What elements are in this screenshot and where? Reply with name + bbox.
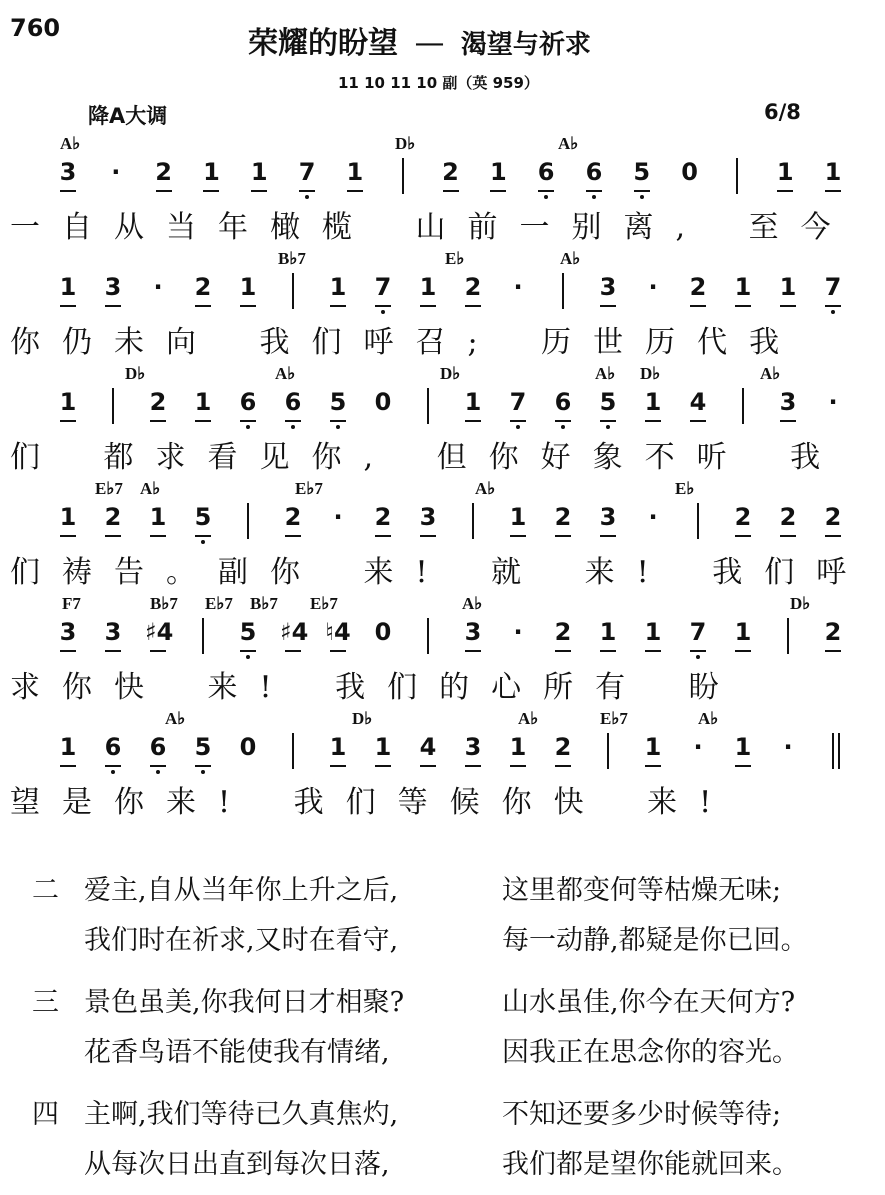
note-underline: [645, 420, 661, 422]
note-underline: [780, 420, 796, 422]
octave-dot: [246, 425, 250, 429]
note: 2: [374, 503, 392, 531]
augmentation-dot: ·: [513, 618, 523, 646]
note: 5: [239, 618, 257, 646]
note-underline: [465, 420, 481, 422]
note: 6: [537, 158, 555, 186]
chord-symbol: B♭7: [250, 594, 278, 613]
note-underline: [60, 765, 76, 767]
bar-line: [427, 388, 429, 424]
note: 3: [104, 273, 122, 301]
note-underline: [690, 650, 706, 652]
bar-line: [787, 618, 789, 654]
note-underline: [690, 420, 706, 422]
note: 5: [329, 388, 347, 416]
note-underline: [538, 190, 554, 192]
chord-symbol: E♭7: [95, 479, 123, 498]
note-underline: [735, 765, 751, 767]
note: 3: [599, 273, 617, 301]
note: 7: [689, 618, 707, 646]
note: 1: [644, 733, 662, 761]
note-underline: [195, 420, 211, 422]
chord-symbol: A♭: [558, 134, 579, 153]
chord-symbol: E♭: [445, 249, 465, 268]
note: 3: [599, 503, 617, 531]
chord-symbol: E♭7: [600, 709, 628, 728]
time-signature: 6/8: [764, 100, 801, 124]
note: 2: [779, 503, 797, 531]
note: 5: [633, 158, 651, 186]
note-line: [0, 618, 885, 658]
bar-line: [736, 158, 738, 194]
note-underline: [330, 305, 346, 307]
note-underline: [299, 190, 315, 192]
note: 2: [194, 273, 212, 301]
note: 2: [824, 503, 842, 531]
note: 1: [599, 618, 617, 646]
note-underline: [330, 650, 346, 652]
verse-number: 二: [32, 875, 59, 906]
chord-symbol: D♭: [125, 364, 146, 383]
augmentation-dot: ·: [693, 733, 703, 761]
note: 0: [374, 388, 392, 416]
note: 1: [329, 733, 347, 761]
note: 1: [644, 388, 662, 416]
chord-symbol: A♭: [165, 709, 186, 728]
note-underline: [375, 535, 391, 537]
bar-line: [742, 388, 744, 424]
chord-symbol: D♭: [790, 594, 811, 613]
score-row: [0, 475, 885, 590]
bar-line: [427, 618, 429, 654]
note-line: [0, 503, 885, 543]
note: 4: [689, 388, 707, 416]
note: 2: [554, 503, 572, 531]
note: 1: [509, 503, 527, 531]
note: 7: [374, 273, 392, 301]
chord-line: [0, 709, 885, 729]
octave-dot: [291, 425, 295, 429]
octave-dot: [831, 310, 835, 314]
note: 1: [250, 158, 268, 186]
octave-dot: [246, 655, 250, 659]
octave-dot: [516, 425, 520, 429]
note-underline: [420, 305, 436, 307]
note: 1: [239, 273, 257, 301]
chord-line: [0, 249, 885, 269]
octave-dot: [606, 425, 610, 429]
bar-line: [832, 733, 840, 769]
chord-line: [0, 594, 885, 614]
note-underline: [735, 535, 751, 537]
note-underline: [825, 190, 841, 192]
bar-line: [562, 273, 564, 309]
note-underline: [375, 305, 391, 307]
note: 0: [374, 618, 392, 646]
note: 6: [104, 733, 122, 761]
verse-line: 花香鸟语不能使我有情绪,: [84, 1037, 390, 1068]
bar-line: [292, 273, 294, 309]
octave-dot: [201, 540, 205, 544]
note-underline: [645, 650, 661, 652]
bar-line: [607, 733, 609, 769]
note-underline: [586, 190, 602, 192]
key-signature: 降A大调: [88, 104, 168, 128]
note-underline: [150, 420, 166, 422]
note-underline: [825, 305, 841, 307]
note-underline: [690, 305, 706, 307]
note: ♯4: [145, 618, 174, 646]
page-title: [248, 18, 591, 62]
lyric-line: 们祷告。副你 来! 就 来! 我们呼: [10, 555, 869, 590]
bar-line: [247, 503, 249, 539]
note: 3: [59, 618, 77, 646]
note-underline: [240, 650, 256, 652]
note: 2: [554, 733, 572, 761]
note: 1: [346, 158, 364, 186]
note: ♯4: [280, 618, 309, 646]
note: 1: [734, 733, 752, 761]
chord-symbol: A♭: [462, 594, 483, 613]
title-dash: —: [414, 26, 445, 61]
octave-dot: [696, 655, 700, 659]
note: 7: [824, 273, 842, 301]
augmentation-dot: ·: [153, 273, 163, 301]
verse-line: 每一动静,都疑是你已回。: [502, 925, 808, 956]
note-underline: [825, 535, 841, 537]
bar-line: [202, 618, 204, 654]
augmentation-dot: ·: [828, 388, 838, 416]
verse-number: 四: [32, 1099, 59, 1130]
note: 7: [509, 388, 527, 416]
note-underline: [105, 765, 121, 767]
note-underline: [150, 650, 166, 652]
note-underline: [825, 650, 841, 652]
verse-line: 因我正在思念你的容光。: [502, 1037, 799, 1068]
note-underline: [105, 535, 121, 537]
octave-dot: [336, 425, 340, 429]
chord-symbol: A♭: [760, 364, 781, 383]
score-row: [0, 705, 885, 820]
note-underline: [780, 305, 796, 307]
note: 1: [509, 733, 527, 761]
note-underline: [600, 305, 616, 307]
note-underline: [203, 190, 219, 192]
verse-line: 爱主,自从当年你上升之后,: [84, 875, 399, 906]
note: 1: [374, 733, 392, 761]
note: 0: [681, 158, 698, 186]
chord-symbol: E♭7: [205, 594, 233, 613]
note-underline: [555, 420, 571, 422]
note: 6: [554, 388, 572, 416]
note: 1: [59, 388, 77, 416]
note: 3: [464, 618, 482, 646]
note-line: [0, 388, 885, 428]
note: 1: [329, 273, 347, 301]
note-underline: [777, 190, 793, 192]
note-line: [0, 733, 885, 773]
note: 1: [59, 273, 77, 301]
note-underline: [420, 535, 436, 537]
note: 0: [239, 733, 257, 761]
lyric-line: 你仍未向 我们呼召; 历世历代我: [10, 325, 802, 360]
note: 1: [779, 273, 797, 301]
chord-symbol: A♭: [518, 709, 539, 728]
note: 1: [824, 158, 842, 186]
score-row: [0, 590, 885, 705]
score-row: [0, 360, 885, 475]
octave-dot: [592, 195, 596, 199]
chord-symbol: A♭: [275, 364, 296, 383]
augmentation-dot: ·: [111, 158, 121, 186]
note-underline: [60, 650, 76, 652]
note: 2: [554, 618, 572, 646]
octave-dot: [640, 195, 644, 199]
note-underline: [600, 650, 616, 652]
note: 2: [442, 158, 459, 186]
note: 6: [149, 733, 167, 761]
note: 1: [59, 503, 77, 531]
chord-line: [0, 364, 885, 384]
note: 3: [419, 503, 437, 531]
note: 2: [689, 273, 707, 301]
note-underline: [555, 765, 571, 767]
note-line: [0, 158, 885, 198]
title-main: 荣耀的盼望: [248, 26, 398, 61]
note: 4: [419, 733, 437, 761]
octave-dot: [201, 770, 205, 774]
note: 2: [464, 273, 482, 301]
note: 5: [599, 388, 617, 416]
chord-symbol: E♭: [675, 479, 695, 498]
note-underline: [600, 535, 616, 537]
note: 6: [585, 158, 603, 186]
note: 1: [776, 158, 794, 186]
note-underline: [735, 305, 751, 307]
note-underline: [240, 420, 256, 422]
chord-symbol: D♭: [640, 364, 661, 383]
note-underline: [347, 190, 363, 192]
chord-symbol: D♭: [352, 709, 373, 728]
chord-symbol: B♭7: [150, 594, 178, 613]
hymn-number: 760: [10, 14, 61, 42]
note-underline: [510, 535, 526, 537]
augmentation-dot: ·: [333, 503, 343, 531]
lyric-line: 求你快 来! 我们的心所有 盼: [10, 670, 741, 705]
title-subtitle: 渴望与祈求: [460, 30, 591, 60]
note-underline: [555, 535, 571, 537]
chord-symbol: E♭7: [310, 594, 338, 613]
octave-dot: [305, 195, 309, 199]
note-underline: [195, 305, 211, 307]
note: 3: [464, 733, 482, 761]
note: 3: [59, 158, 77, 186]
chord-symbol: A♭: [475, 479, 496, 498]
note-underline: [634, 190, 650, 192]
note: 1: [194, 388, 212, 416]
augmentation-dot: ·: [648, 503, 658, 531]
note-underline: [60, 190, 76, 192]
bar-line: [402, 158, 404, 194]
note-underline: [555, 650, 571, 652]
chord-symbol: F7: [62, 594, 81, 613]
note-underline: [156, 190, 172, 192]
note-underline: [240, 305, 256, 307]
augmentation-dot: ·: [783, 733, 793, 761]
note-underline: [420, 765, 436, 767]
note: 1: [489, 158, 507, 186]
verse-line: 我们都是望你能就回来。: [502, 1149, 799, 1180]
note-underline: [735, 650, 751, 652]
verse-line: 山水虽佳,你今在天何方?: [502, 987, 796, 1018]
chord-symbol: A♭: [560, 249, 581, 268]
note: 2: [104, 503, 122, 531]
verse-line: 景色虽美,你我何日才相聚?: [84, 987, 405, 1018]
score-row: [0, 245, 885, 360]
verse-line: 这里都变何等枯燥无味;: [502, 875, 782, 906]
chord-symbol: B♭7: [278, 249, 306, 268]
note-underline: [510, 765, 526, 767]
meter-line: 11 10 11 10 副（英 959）: [338, 74, 539, 92]
bar-line: [472, 503, 474, 539]
lyric-line: 望是你来! 我们等候你快 来!: [10, 785, 734, 820]
chord-line: [0, 134, 885, 154]
note-underline: [195, 765, 211, 767]
note: 3: [104, 618, 122, 646]
note: 2: [284, 503, 302, 531]
augmentation-dot: ·: [648, 273, 658, 301]
note: 1: [734, 618, 752, 646]
verse-line: 主啊,我们等待已久真焦灼,: [84, 1099, 399, 1130]
score-row: [0, 130, 885, 245]
note: 5: [194, 733, 212, 761]
note-underline: [60, 535, 76, 537]
note-underline: [195, 535, 211, 537]
note-underline: [285, 535, 301, 537]
note-underline: [105, 305, 121, 307]
note-underline: [330, 765, 346, 767]
note-underline: [251, 190, 267, 192]
chord-symbol: D♭: [440, 364, 461, 383]
bar-line: [292, 733, 294, 769]
note-underline: [600, 420, 616, 422]
note-underline: [150, 765, 166, 767]
note-underline: [285, 420, 301, 422]
lyric-line: 一自从当年橄榄 山前一别离, 至今: [10, 210, 853, 245]
note: 5: [194, 503, 212, 531]
verse-line: 不知还要多少时候等待;: [502, 1099, 782, 1130]
chord-symbol: D♭: [395, 134, 416, 153]
note: 1: [149, 503, 167, 531]
note-underline: [60, 420, 76, 422]
note-underline: [645, 765, 661, 767]
chord-line: [0, 479, 885, 499]
note-underline: [105, 650, 121, 652]
chord-symbol: A♭: [595, 364, 616, 383]
verse-line: 从每次日出直到每次日落,: [84, 1149, 390, 1180]
note-underline: [150, 535, 166, 537]
note: 1: [734, 273, 752, 301]
note: 1: [203, 158, 220, 186]
note: 1: [419, 273, 437, 301]
note-underline: [465, 650, 481, 652]
verse-line: 我们时在祈求,又时在看守,: [84, 925, 399, 956]
note: ♮4: [325, 618, 351, 646]
note-line: [0, 273, 885, 313]
verse-number: 三: [32, 987, 59, 1018]
note: 6: [239, 388, 257, 416]
note: 6: [284, 388, 302, 416]
note: 2: [824, 618, 842, 646]
note: 2: [155, 158, 172, 186]
lyric-line: 们 都求看见你, 但你好象不听 我: [10, 440, 843, 475]
note-underline: [60, 305, 76, 307]
chord-symbol: A♭: [140, 479, 161, 498]
chord-symbol: E♭7: [295, 479, 323, 498]
chord-symbol: A♭: [698, 709, 719, 728]
note-underline: [780, 535, 796, 537]
chord-symbol: A♭: [60, 134, 81, 153]
note: 2: [734, 503, 752, 531]
note-underline: [510, 420, 526, 422]
note-underline: [465, 305, 481, 307]
note-underline: [375, 765, 391, 767]
note-underline: [465, 765, 481, 767]
note: 1: [464, 388, 482, 416]
note-underline: [443, 190, 459, 192]
note: 7: [298, 158, 316, 186]
augmentation-dot: ·: [513, 273, 523, 301]
note-underline: [330, 420, 346, 422]
octave-dot: [156, 770, 160, 774]
octave-dot: [561, 425, 565, 429]
bar-line: [112, 388, 114, 424]
octave-dot: [544, 195, 548, 199]
note: 1: [644, 618, 662, 646]
note: 3: [779, 388, 797, 416]
octave-dot: [111, 770, 115, 774]
note-underline: [285, 650, 301, 652]
note-underline: [490, 190, 506, 192]
bar-line: [697, 503, 699, 539]
note: 2: [149, 388, 167, 416]
note: 1: [59, 733, 77, 761]
octave-dot: [381, 310, 385, 314]
